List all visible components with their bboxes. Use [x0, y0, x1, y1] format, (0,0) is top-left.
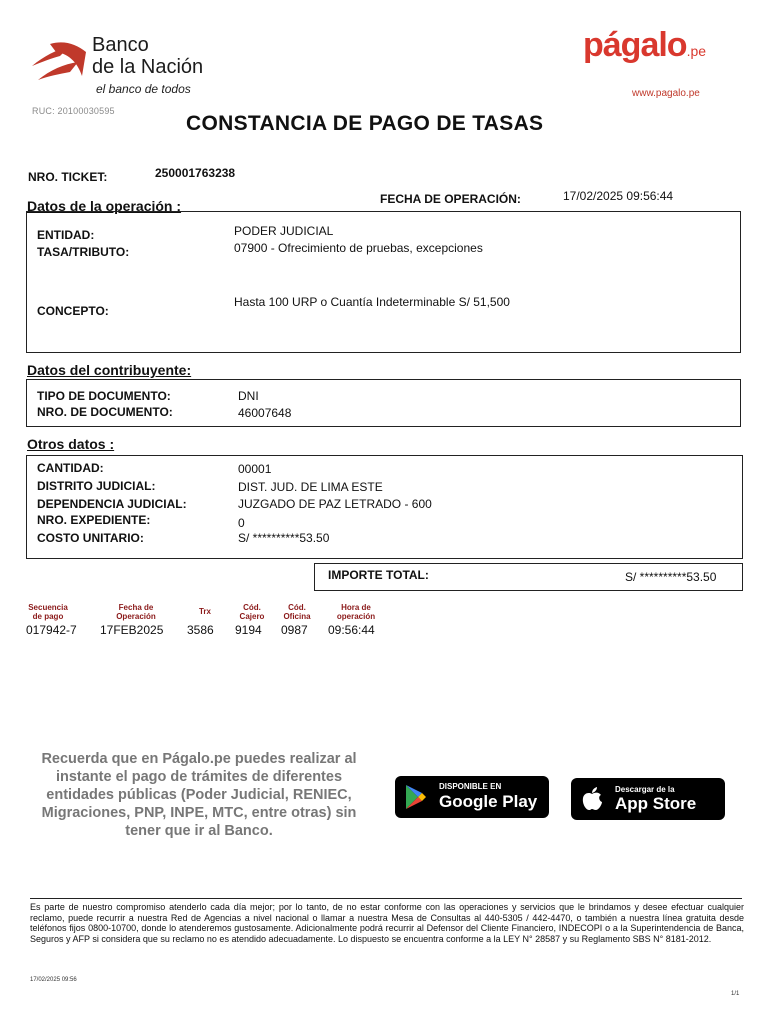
oficina-value: 0987	[281, 623, 308, 637]
promo-text: Recuerda que en Págalo.pe puedes realizar al instante el pago de trámites de diferentes entidades públicas (Poder Judicial, RENIEC, Migraciones, PNP, INPE, MTC, entre otras) sin tener que ir al Banco.	[41, 751, 357, 839]
apple-icon	[581, 786, 603, 812]
concepto-value: Hasta 100 URP o Cuantía Indeterminable S/ 51,500	[234, 295, 510, 309]
google-play-badge[interactable]	[395, 776, 549, 818]
tipo-documento-label: TIPO DE DOCUMENTO:	[37, 389, 171, 403]
cantidad-label: CANTIDAD:	[37, 461, 104, 475]
app-store-badge[interactable]	[571, 778, 725, 820]
footer-disclaimer: Es parte de nuestro compromiso atenderlo cada día mejor; por lo tanto, de no estar conforme con las operaciones y servicios que le brindamos y desee efectuar cualquier reclamo, puede recurrir a nuestra Red de Agencias a nivel nacional o llamar a nuestra Mesa de Consultas al 440-5305 / 442-4470, o también a nuestra línea gratuita desde teléfonos fijos 0800-10700, donde lo atenderemos gustosamente. Adicionalmente podrá recurrir al Defensor del Cliente Financiero, INDECOPI o a la Superintendencia de Banca, Seguros y AFP si considera que su reclamo no es atendido adecuadamente. Lo dispuesto se encuentra conforme a la LEY N° 28587 y su Reglamento SBS N° 8181-2012.	[30, 902, 744, 944]
printed-timestamp: 17/02/2025 09:56	[30, 977, 77, 983]
app-store-small-text: Descargar de la	[615, 785, 675, 794]
tasa-value: 07900 - Ofrecimiento de pruebas, excepciones	[234, 241, 483, 255]
google-play-icon	[405, 784, 427, 810]
nro-documento-label: NRO. DE DOCUMENTO:	[37, 405, 173, 419]
secuencia-value: 017942-7	[26, 623, 77, 637]
tipo-documento-value: DNI	[238, 389, 259, 403]
pagalo-logo	[583, 26, 706, 65]
cantidad-value: 00001	[238, 462, 272, 476]
entidad-label: ENTIDAD:	[37, 228, 95, 242]
cajero-value: 9194	[235, 623, 262, 637]
expediente-value: 0	[238, 516, 245, 530]
hora-value: 09:56:44	[328, 623, 375, 637]
page-title: CONSTANCIA DE PAGO DE TASAS	[186, 112, 544, 135]
contribuyente-box	[26, 379, 741, 427]
bank-slogan: el banco de todos	[96, 82, 191, 96]
distrito-label: DISTRITO JUDICIAL:	[37, 479, 156, 493]
fecha-operacion-label: FECHA DE OPERACIÓN:	[380, 192, 521, 206]
pagalo-logo-suffix: .pe	[686, 43, 707, 59]
concepto-label: CONCEPTO:	[37, 304, 109, 318]
footer-divider	[30, 898, 742, 899]
ruc-number: RUC: 20100030595	[32, 106, 115, 116]
page-number: 1/1	[731, 991, 740, 997]
fecha-operacion-value: 17/02/2025 09:56:44	[563, 189, 674, 203]
dependencia-value: JUZGADO DE PAZ LETRADO - 600	[238, 497, 432, 511]
bank-name-line2: de la Nación	[92, 56, 204, 78]
bank-name	[92, 34, 203, 78]
importe-total-label: IMPORTE TOTAL:	[328, 568, 429, 582]
google-play-big-text: Google Play	[439, 792, 538, 811]
costo-unitario-label: COSTO UNITARIO:	[37, 531, 144, 545]
dependencia-label: DEPENDENCIA JUDICIAL:	[37, 497, 187, 511]
nro-documento-value: 46007648	[238, 406, 292, 420]
cajero-label: Cód. Cajero	[239, 603, 265, 621]
bank-name-line1: Banco	[92, 34, 149, 56]
oficina-label: Cód. Oficina	[283, 603, 311, 621]
importe-total-value: S/ **********53.50	[625, 570, 717, 584]
secuencia-label: Secuencia de pago	[28, 603, 68, 621]
pagalo-url: www.pagalo.pe	[632, 88, 700, 99]
trx-value: 3586	[187, 623, 214, 637]
tasa-label: TASA/TRIBUTO:	[37, 245, 130, 259]
ticket-label: NRO. TICKET:	[28, 170, 108, 184]
ticket-value: 250001763238	[155, 166, 236, 180]
hora-label: Hora de operación	[336, 603, 376, 621]
expediente-label: NRO. EXPEDIENTE:	[37, 513, 151, 527]
banco-nacion-logo-icon	[30, 36, 90, 82]
pagalo-logo-text: págalo	[583, 26, 687, 64]
otros-heading: Otros datos :	[27, 436, 115, 452]
operacion-heading: Datos de la operación :	[27, 198, 182, 214]
app-store-big-text: App Store	[615, 794, 697, 813]
distrito-value: DIST. JUD. DE LIMA ESTE	[238, 480, 383, 494]
operacion-box	[26, 211, 741, 353]
costo-unitario-value: S/ **********53.50	[238, 531, 330, 545]
fecha-receipt-label: Fecha de Operación	[116, 603, 156, 621]
entidad-value: PODER JUDICIAL	[234, 224, 334, 238]
google-play-small-text: DISPONIBLE EN	[439, 782, 502, 791]
trx-label: Trx	[198, 607, 211, 616]
contribuyente-heading: Datos del contribuyente:	[27, 362, 192, 378]
fecha-receipt-value: 17FEB2025	[100, 623, 164, 637]
